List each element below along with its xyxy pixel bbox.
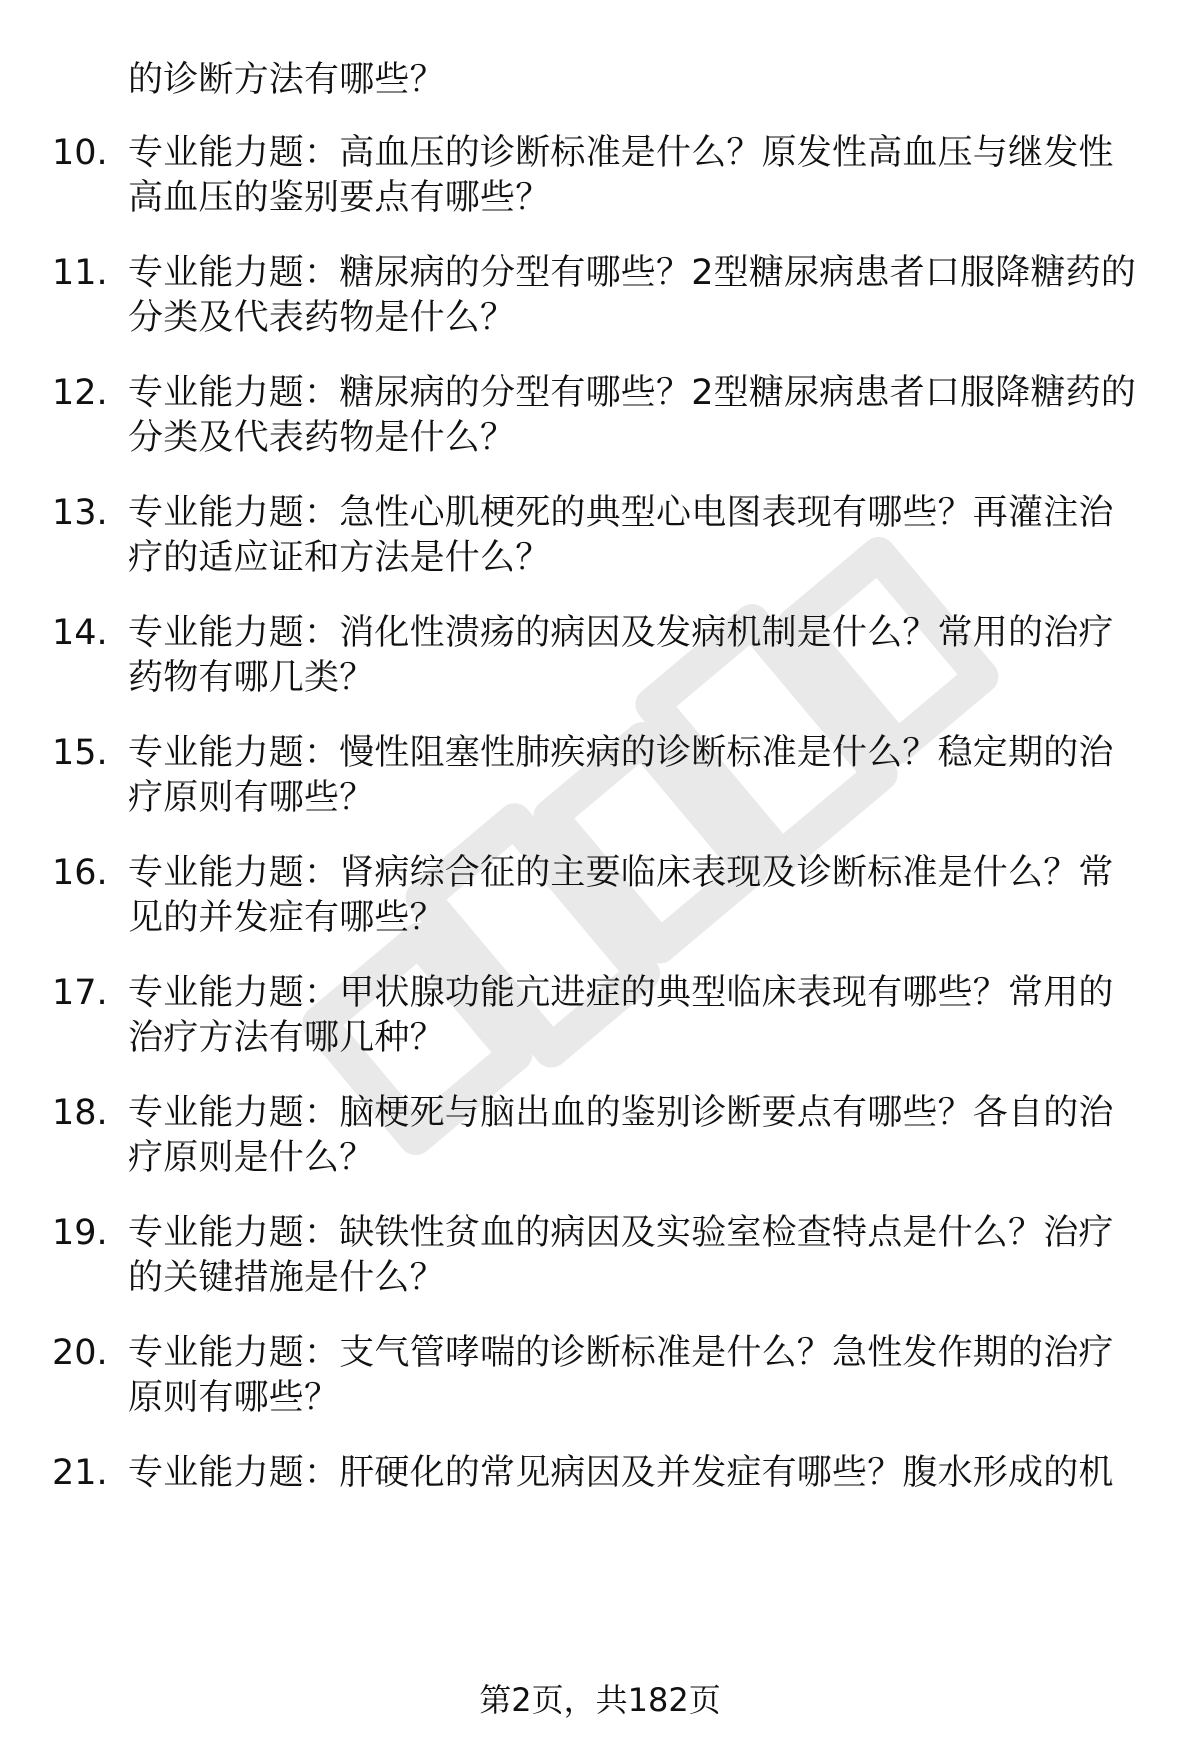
question-line-2: 高血压的鉴别要点有哪些？: [128, 178, 551, 218]
question-line-1: 专业能力题：糖尿病的分型有哪些？2型糖尿病患者口服降糖药的: [128, 373, 1137, 413]
question-line-1: 专业能力题：高血压的诊断标准是什么？原发性高血压与继发性: [128, 133, 1114, 173]
question-line-1: 专业能力题：慢性阻塞性肺疾病的诊断标准是什么？稳定期的治: [128, 733, 1114, 773]
question-number: 12.: [52, 373, 108, 413]
question-line-2: 疗原则有哪些？: [128, 778, 375, 818]
page-footer: 第2页，共182页: [479, 1681, 721, 1719]
question-line-2: 分类及代表药物是什么？: [128, 418, 516, 458]
question-line-1: 专业能力题：支气管哮喘的诊断标准是什么？急性发作期的治疗: [128, 1333, 1114, 1373]
question-line-2: 疗的适应证和方法是什么？: [128, 538, 551, 578]
continuation-line: 的诊断方法有哪些？: [128, 60, 445, 100]
question-line-1: 专业能力题：脑梗死与脑出血的鉴别诊断要点有哪些？各自的治: [128, 1093, 1114, 1133]
question-number: 18.: [52, 1093, 108, 1133]
question-number: 10.: [52, 133, 108, 173]
question-line-1: 专业能力题：缺铁性贫血的病因及实验室检查特点是什么？治疗: [128, 1213, 1114, 1253]
question-line-2: 原则有哪些？: [128, 1378, 340, 1418]
question-line-2: 见的并发症有哪些？: [128, 898, 445, 938]
question-line-1: 专业能力题：甲状腺功能亢进症的典型临床表现有哪些？常用的: [128, 973, 1114, 1013]
question-line-2: 的关键措施是什么？: [128, 1258, 445, 1298]
question-line-2: 疗原则是什么？: [128, 1138, 375, 1178]
question-line-1: 专业能力题：肾病综合征的主要临床表现及诊断标准是什么？常: [128, 853, 1114, 893]
question-number: 19.: [52, 1213, 108, 1253]
question-line-1: 专业能力题：糖尿病的分型有哪些？2型糖尿病患者口服降糖药的: [128, 253, 1137, 293]
question-line-1: 专业能力题：肝硬化的常见病因及并发症有哪些？腹水形成的机: [128, 1453, 1114, 1493]
question-number: 20.: [52, 1333, 108, 1373]
question-number: 17.: [52, 973, 108, 1013]
question-number: 16.: [52, 853, 108, 893]
question-line-2: 分类及代表药物是什么？: [128, 298, 516, 338]
question-number: 13.: [52, 493, 108, 533]
question-line-2: 药物有哪几类？: [128, 658, 375, 698]
question-number: 14.: [52, 613, 108, 653]
question-number: 15.: [52, 733, 108, 773]
question-line-1: 专业能力题：消化性溃疡的病因及发病机制是什么？常用的治疗: [128, 613, 1114, 653]
question-number: 21.: [52, 1453, 108, 1493]
question-line-1: 专业能力题：急性心肌梗死的典型心电图表现有哪些？再灌注治: [128, 493, 1114, 533]
question-line-2: 治疗方法有哪几种？: [128, 1018, 445, 1058]
question-number: 11.: [52, 253, 108, 293]
